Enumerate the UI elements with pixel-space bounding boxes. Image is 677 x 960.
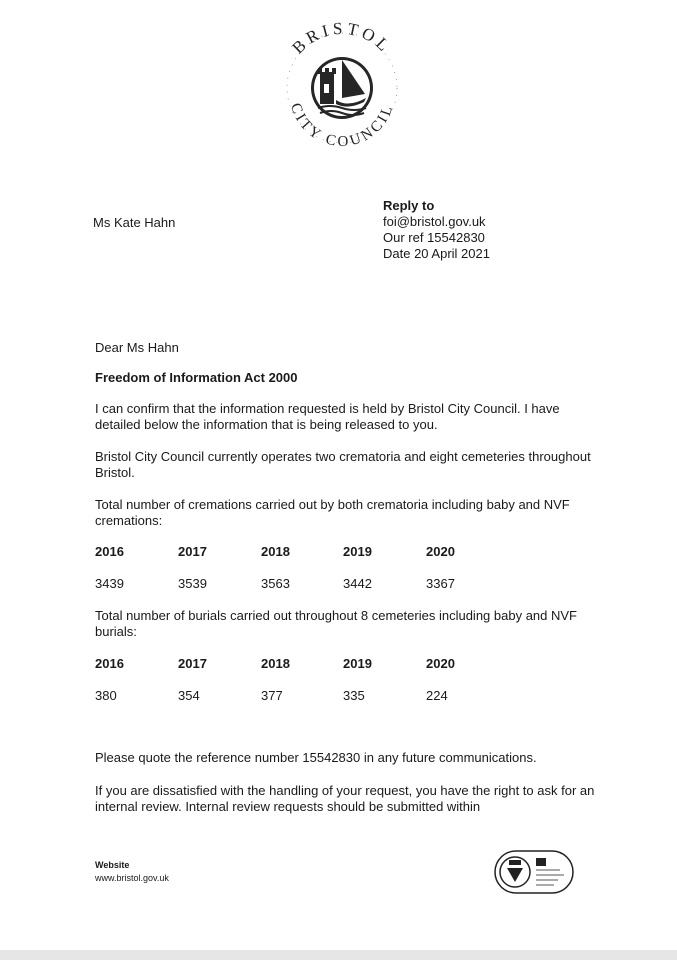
paragraph-burials-intro: Total number of burials carried out throughout 8 cemeteries including baby and NVF burials: (95, 608, 577, 639)
cremations-year: 2016 (95, 544, 124, 559)
paragraph-operations: Bristol City Council currently operates two crematoria and eight cemeteries throughout Bristol. (95, 449, 591, 480)
burials-value: 380 (95, 688, 117, 703)
burials-year: 2017 (178, 656, 207, 671)
cremations-value: 3539 (178, 576, 207, 591)
bristol-city-council-logo (268, 14, 416, 162)
cremations-year: 2019 (343, 544, 372, 559)
burials-year: 2020 (426, 656, 455, 671)
cremations-year: 2017 (178, 544, 207, 559)
paragraph-confirmation: I can confirm that the information requested is held by Bristol City Council. I have detailed below the information that is being released to you. (95, 401, 560, 432)
burials-value: 354 (178, 688, 200, 703)
recipient-name: Ms Kate Hahn (93, 215, 176, 230)
our-ref: Our ref 15542830 (383, 230, 485, 245)
logo-text-bottom: CITY COUNCIL (287, 101, 397, 151)
letter-heading: Freedom of Information Act 2000 (95, 370, 298, 385)
cremations-year: 2020 (426, 544, 455, 559)
cremations-year: 2018 (261, 544, 290, 559)
page-bottom-edge (0, 950, 677, 960)
reply-email: foi@bristol.gov.uk (383, 214, 486, 229)
cremations-value: 3442 (343, 576, 372, 591)
ship-castle-icon (311, 57, 373, 119)
footer-website-url: www.bristol.gov.uk (95, 873, 169, 883)
burials-year: 2019 (343, 656, 372, 671)
logo-text-top: BRISTOL (288, 18, 396, 58)
greeting: Dear Ms Hahn (95, 340, 179, 355)
burials-year: 2018 (261, 656, 290, 671)
cremations-value: 3367 (426, 576, 455, 591)
reply-block (383, 198, 490, 262)
reply-to-label: Reply to (383, 198, 435, 213)
paragraph-cremations-intro: Total number of cremations carried out by both crematoria including baby and NVF cremations: (95, 497, 570, 528)
burials-value: 377 (261, 688, 283, 703)
paragraph-reference: Please quote the reference number 15542830 in any future communications. (95, 750, 537, 765)
svg-text:BRISTOL (288, 19, 395, 58)
bsi-iso-certification-icon (494, 850, 574, 894)
burials-value: 335 (343, 688, 365, 703)
letter-date: Date 20 April 2021 (383, 246, 490, 261)
paragraph-internal-review: If you are dissatisfied with the handling of your request, you have the right to ask for an internal review. Internal review requests should be submitted within (95, 783, 595, 814)
burials-value: 224 (426, 688, 448, 703)
cremations-value: 3439 (95, 576, 124, 591)
burials-year: 2016 (95, 656, 124, 671)
cremations-value: 3563 (261, 576, 290, 591)
footer-website-label: Website (95, 860, 130, 870)
